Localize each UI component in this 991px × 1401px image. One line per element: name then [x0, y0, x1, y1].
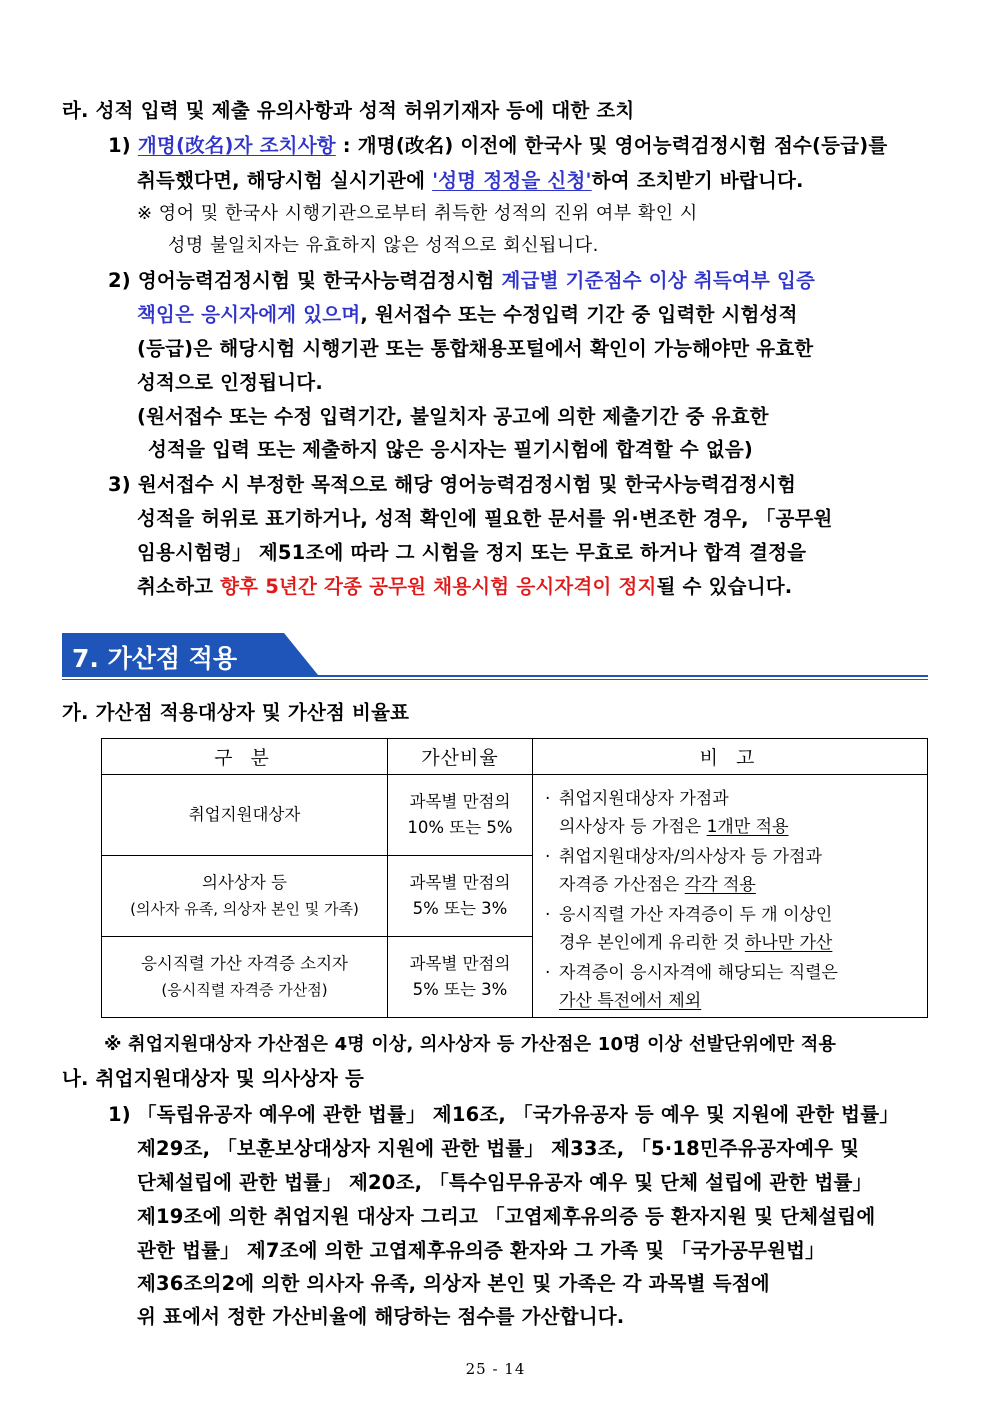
remark-item [541, 959, 927, 1015]
item2-text2a: 책임은 응시자에게 있으며 [137, 303, 361, 326]
row3-rate [388, 937, 533, 1018]
remark4-line1: 자격증이 응시자격에 해당되는 직렬은 [559, 963, 838, 983]
row1-rate-line1: 과목별 만점의 [409, 792, 511, 811]
row1-category [102, 775, 388, 856]
table-note: ※ 취업지원대상자 가산점은 4명 이상, 의사상자 등 가산점은 10명 이상 선발단위에만 적용 [104, 1034, 837, 1055]
remark-bullet: · [545, 963, 551, 983]
section7-title: 7. 가산점 적용 [72, 644, 238, 673]
item1-colon: : [335, 134, 358, 157]
remark3-line1: 응시직렬 가산 자격증이 두 개 이상인 [559, 905, 833, 925]
item3-line3: 임용시험령」 제51조에 따라 그 시험을 정지 또는 무효로 하거나 합격 결정을 [137, 541, 807, 564]
na-item1-line: 「독립유공자 예우에 관한 법률」 제16조, 「국가유공자 등 예우 및 지원에 관한 법률」 [137, 1103, 899, 1126]
section-la-heading: 라. 성적 입력 및 제출 유의사항과 성적 허위기재자 등에 대한 조치 [62, 99, 635, 122]
na-item1-line: 제29조, 「보훈보상대상자 지원에 관한 법률」 제33조, 「5·18민주유공자예우 및 [137, 1137, 860, 1160]
table-header-row [102, 739, 928, 775]
item2-text1a: 영어능력검정시험 및 한국사능력검정시험 [137, 269, 502, 292]
row2-rate-line1: 과목별 만점의 [409, 873, 511, 892]
item2-number: 2) [108, 269, 131, 292]
item2-paren2: 성적을 입력 또는 제출하지 않은 응시자는 필기시험에 합격할 수 없음) [148, 438, 754, 461]
remark-bullet: · [545, 789, 551, 809]
remark3-emphasis: 하나만 가산 [744, 933, 833, 953]
na-item1-line: 제36조의2에 의한 의사자 유족, 의상자 본인 및 가족은 각 과목별 득점에 [137, 1272, 770, 1295]
na-item1-number: 1) [108, 1103, 131, 1126]
row2-rate [388, 856, 533, 937]
item1-text2b: '성명 정정을 신청' [432, 169, 592, 192]
remark1-line1: 취업지원대상자 가점과 [559, 789, 729, 809]
row1-rate-line2: 10% 또는 5% [407, 818, 513, 837]
item1-title: 개명(改名)자 조치사항 [137, 134, 336, 157]
item1-text1: 개명(改名) 이전에 한국사 및 영어능력검정시험 점수(등급)를 [357, 134, 888, 157]
item1-line1 [108, 133, 928, 159]
remark-item [541, 901, 927, 957]
item2-paren1: (원서접수 또는 수정 입력기간, 불일치자 공고에 의한 제출기간 중 유효한 [137, 405, 769, 428]
table-row [102, 775, 928, 856]
header-category: 구 분 [102, 739, 388, 775]
row3-category [102, 937, 388, 1018]
remark-item [541, 785, 927, 841]
section-na-heading: 나. 취업지원대상자 및 의사상자 등 [62, 1067, 365, 1090]
item3-line2: 성적을 허위로 표기하거나, 성적 확인에 필요한 문서를 위·변조한 경우, 「공무원 [137, 507, 833, 530]
row3-category-label: 응시직렬 가산 자격증 소지자 [140, 954, 348, 973]
na-item1-line: 단체설립에 관한 법률」 제20조, 「특수임무유공자 예우 및 단체 설립에 관한 법률」 [137, 1171, 873, 1194]
remark-bullet: · [545, 847, 551, 867]
section7-rule-thin [62, 679, 928, 680]
item2-text1b: 계급별 기준점수 이상 취득여부 입증 [501, 269, 816, 292]
row2-category [102, 856, 388, 937]
section7-header [62, 633, 928, 678]
item1-text2c: 하여 조치받기 바랍니다. [591, 169, 804, 192]
row2-rate-line2: 5% 또는 3% [412, 899, 508, 918]
header-remarks: 비 고 [533, 739, 928, 775]
remark3-line2: 경우 본인에게 유리한 것 [559, 933, 745, 953]
item1-line2 [137, 168, 927, 194]
item1-number: 1) [108, 134, 131, 157]
item1-text2a: 취득했다면, 해당시험 실시기관에 [137, 169, 433, 192]
item3-line1 [108, 472, 928, 498]
remark2-line2: 자격증 가산점은 [559, 875, 685, 895]
item1-note2: 성명 불일치자는 유효하지 않은 성적으로 회신됩니다. [168, 235, 599, 256]
item3-text4c: 될 수 있습니다. [656, 575, 793, 598]
remark2-line1: 취업지원대상자/의사상자 등 가점과 [559, 847, 822, 867]
page-number: 25 - 14 [465, 1360, 526, 1378]
item2-line2 [137, 302, 927, 328]
na-item1-line: 위 표에서 정한 가산비율에 해당하는 점수를 가산합니다. [137, 1305, 625, 1328]
row1-category-label: 취업지원대상자 [188, 805, 301, 824]
row2-category-sub: (의사자 유족, 의상자 본인 및 가족) [130, 900, 359, 918]
remarks-cell [533, 775, 928, 1018]
item3-text4b: 향후 5년간 각종 공무원 채용시험 응시자격이 정지 [220, 575, 657, 598]
row2-category-label: 의사상자 등 [202, 873, 287, 892]
bonus-rate-table [101, 738, 928, 1018]
item3-text4a: 취소하고 [137, 575, 221, 598]
header-rate: 가산비율 [388, 739, 533, 775]
item3-text1: 원서접수 시 부정한 목적으로 해당 영어능력검정시험 및 한국사능력검정시험 [137, 473, 796, 496]
remark-item [541, 843, 927, 899]
row3-rate-line2: 5% 또는 3% [412, 980, 508, 999]
row1-rate [388, 775, 533, 856]
item2-line4: 성적으로 인정됩니다. [137, 371, 323, 394]
remark1-line2: 의사상자 등 가점은 [559, 817, 707, 837]
row3-category-sub: (응시직렬 자격증 가산점) [161, 981, 328, 999]
remark4-emphasis: 가산 특전에서 제외 [559, 991, 702, 1011]
item3-line4 [137, 574, 792, 600]
row3-rate-line1: 과목별 만점의 [409, 954, 511, 973]
item2-text2b: , 원서접수 또는 수정입력 기간 중 입력한 시험성적 [360, 303, 798, 326]
item3-number: 3) [108, 473, 131, 496]
na-item1-line: 관한 법률」 제7조에 의한 고엽제후유의증 환자와 그 가족 및 「국가공무원법」 [137, 1239, 825, 1262]
section7-rule [62, 675, 928, 677]
item1-note1: ※ 영어 및 한국사 시행기관으로부터 취득한 성적의 진위 여부 확인 시 [137, 203, 698, 224]
item2-line1 [108, 268, 928, 294]
remark1-emphasis: 1개만 적용 [706, 817, 789, 837]
remark-bullet: · [545, 905, 551, 925]
na-item1-line: 제19조에 의한 취업지원 대상자 그리고 「고엽제후유의증 등 환자지원 및 단체설립에 [137, 1205, 876, 1228]
item2-line3: (등급)은 해당시험 시행기관 또는 통합채용포털에서 확인이 가능해야만 유효한 [137, 337, 814, 360]
remark2-emphasis: 각각 적용 [684, 875, 756, 895]
section-ga-heading: 가. 가산점 적용대상자 및 가산점 비율표 [62, 701, 410, 724]
